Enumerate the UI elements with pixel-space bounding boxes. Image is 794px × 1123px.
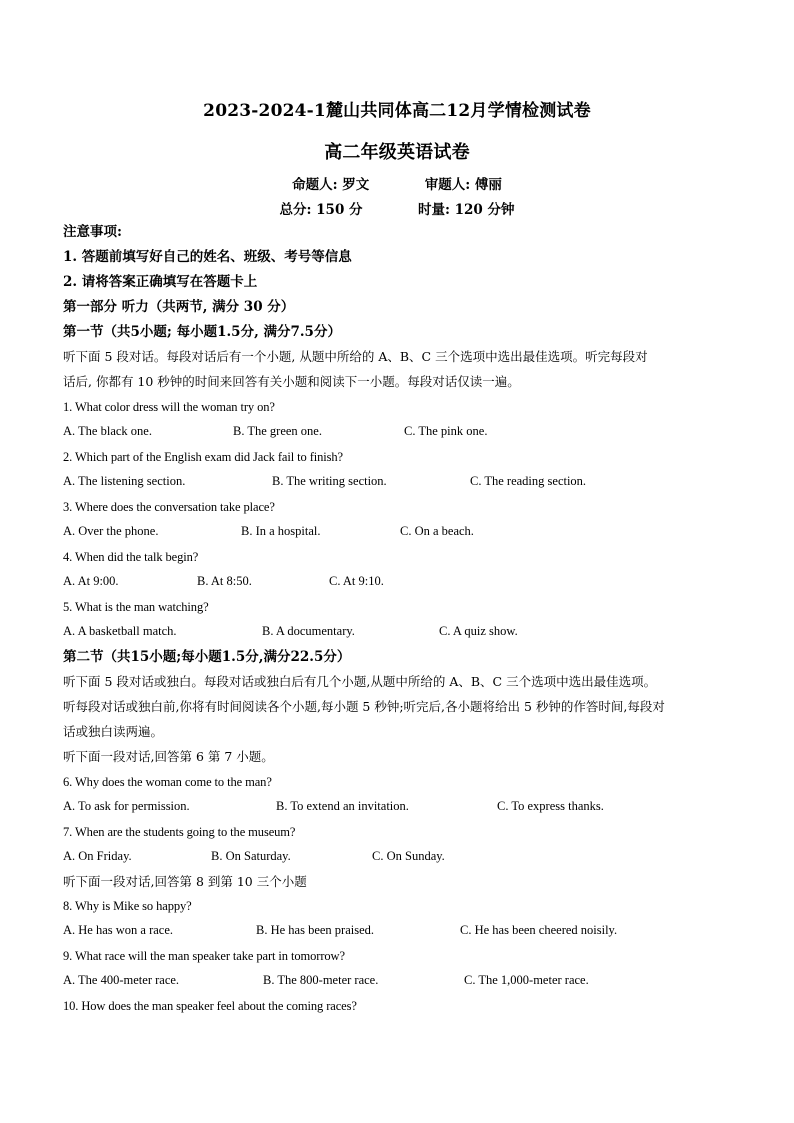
option-b: B. A documentary. <box>262 624 355 638</box>
option-b: B. In a hospital. <box>241 524 321 538</box>
dialogue-group-instruction: 听下面一段对话,回答第 8 到第 10 三个小题 <box>63 874 307 889</box>
total-value: 150 分 <box>316 202 363 218</box>
option-b: B. He has been praised. <box>256 923 375 937</box>
option-c: C. The reading section. <box>470 474 587 488</box>
option-b: B. The 800-meter race. <box>263 973 379 987</box>
section2-heading: 第二节（共15小题;每小题1.5分,满分22.5分） <box>63 649 351 665</box>
total-label: 总分: <box>279 202 312 218</box>
option-a: A. At 9:00. <box>63 574 119 588</box>
note-item: 2. 请将答案正确填写在答题卡上 <box>63 274 258 290</box>
question-stem: 10. How does the man speaker feel about the coming races? <box>63 999 357 1013</box>
question-stem: 8. Why is Mike so happy? <box>63 899 192 913</box>
section2-instructions: 话或独白读两遍。 <box>63 724 164 739</box>
part1-heading: 第一部分 听力（共两节, 满分 30 分） <box>63 299 295 315</box>
question-stem: 2. Which part of the English exam did Jack fail to finish? <box>63 450 344 464</box>
option-a: A. The black one. <box>63 424 152 438</box>
option-c: C. On Sunday. <box>372 849 445 863</box>
option-c: C. The pink one. <box>404 424 488 438</box>
option-c: C. On a beach. <box>400 524 474 538</box>
time-label: 时量: <box>417 202 450 218</box>
question-stem: 4. When did the talk begin? <box>63 550 199 564</box>
section2-instructions: 听下面 5 段对话或独白。每段对话或独白后有几个小题,从题中所给的 A、B、C 三个选项中选出最佳选项。 <box>63 674 657 689</box>
reviewer-label: 审题人: <box>424 177 471 193</box>
option-c: C. The 1,000-meter race. <box>464 973 589 987</box>
option-c: C. At 9:10. <box>329 574 384 588</box>
exam-title: 2023-2024-1麓山共同体高二12月学情检测试卷 <box>203 101 591 121</box>
reviewer-name: 傅丽 <box>474 177 502 193</box>
section2-instructions: 听每段对话或独白前,你将有时间阅读各个小题,每小题 5 秒钟;听完后,各小题将给出 5 秒钟的作答时间,每段对 <box>63 699 665 714</box>
option-a: A. The listening section. <box>63 474 186 488</box>
option-a: A. A basketball match. <box>63 624 177 638</box>
dialogue-group-instruction: 听下面一段对话,回答第 6 第 7 小题。 <box>63 749 274 764</box>
section1-heading: 第一节（共5小题; 每小题1.5分, 满分7.5分） <box>63 324 341 340</box>
option-b: B. On Saturday. <box>211 849 291 863</box>
option-c: C. He has been cheered noisily. <box>460 923 618 937</box>
score-line <box>0 198 794 218</box>
option-c: C. To express thanks. <box>497 799 604 813</box>
option-a: A. On Friday. <box>63 849 132 863</box>
question-stem: 6. Why does the woman come to the man? <box>63 775 272 789</box>
section1-instructions: 听下面 5 段对话。每段对话后有一个小题, 从题中所给的 A、B、C 三个选项中选出最佳选项。听完每段对 <box>63 349 648 364</box>
notes-heading: 注意事项: <box>63 224 122 240</box>
option-c: C. A quiz show. <box>439 624 518 638</box>
section1-instructions: 话后, 你都有 10 秒钟的时间来回答有关小题和阅读下一小题。每段对话仅读一遍。 <box>63 374 520 389</box>
option-b: B. To extend an invitation. <box>276 799 409 813</box>
author-label: 命题人: <box>292 177 338 193</box>
question-stem: 3. Where does the conversation take place? <box>63 500 275 514</box>
exam-subtitle: 高二年级英语试卷 <box>324 142 470 163</box>
question-stem: 1. What color dress will the woman try on? <box>63 400 275 414</box>
author-line <box>0 173 794 193</box>
question-stem: 7. When are the students going to the museum? <box>63 825 296 839</box>
author-name: 罗文 <box>342 177 370 193</box>
option-b: B. At 8:50. <box>197 574 252 588</box>
time-value: 120 分钟 <box>454 202 515 218</box>
option-b: B. The writing section. <box>272 474 387 488</box>
option-a: A. He has won a race. <box>63 923 174 937</box>
question-stem: 5. What is the man watching? <box>63 600 209 614</box>
option-a: A. To ask for permission. <box>63 799 190 813</box>
note-item: 1. 答题前填写好自己的姓名、班级、考号等信息 <box>63 249 352 265</box>
option-a: A. Over the phone. <box>63 524 159 538</box>
option-b: B. The green one. <box>233 424 322 438</box>
question-stem: 9. What race will the man speaker take part in tomorrow? <box>63 949 345 963</box>
option-a: A. The 400-meter race. <box>63 973 180 987</box>
